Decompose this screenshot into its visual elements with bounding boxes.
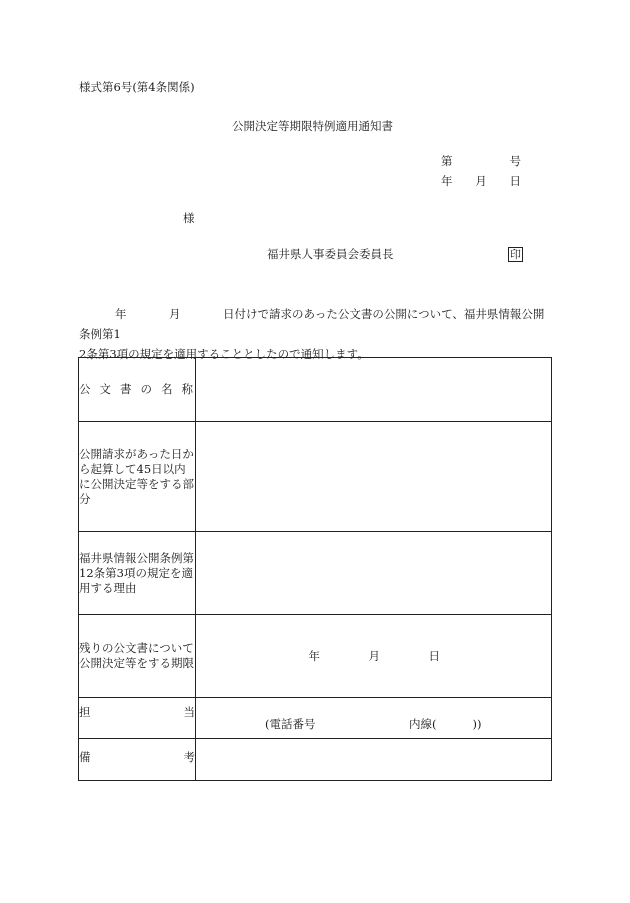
label-char: 書 (120, 382, 132, 396)
table-row (79, 532, 552, 615)
notice-body (79, 304, 549, 364)
label-char: 公 (79, 382, 91, 396)
early-part-value[interactable] (196, 422, 552, 532)
deadline-value[interactable] (196, 615, 552, 698)
body-year: 年 (115, 307, 127, 321)
body-line2: 2条第3項の規定を適用することとしたので通知します。 (79, 347, 369, 361)
deadline-year: 年 (308, 649, 320, 663)
contact-label-right: 当 (183, 704, 195, 719)
table-row (79, 358, 552, 422)
issuer-name: 福井県人事委員会委員長 (267, 247, 394, 261)
doc-date-year: 年 (441, 174, 453, 188)
deadline-date (196, 648, 551, 664)
deadline-month: 月 (368, 649, 380, 663)
ext-label: 内線( (409, 717, 437, 731)
seal-mark: 印 (510, 248, 521, 261)
doc-number-prefix: 第 (441, 154, 453, 168)
table-row (79, 739, 552, 781)
form-number: 様式第6号(第4条関係) (79, 80, 195, 94)
remarks-label-right: 考 (183, 750, 195, 764)
document-name-label (79, 382, 195, 397)
reason-label: 福井県情報公開条例第12条第3項の規定を適用する理由 (79, 532, 196, 615)
early-part-label: 公開請求があった日から起算して45日以内に公開決定等をする部分 (79, 422, 196, 532)
label-char: の (140, 382, 152, 396)
remarks-label-left: 備 (79, 750, 91, 764)
body-line1: 日付けで請求のあった公文書の公開について、福井県情報公開条例第1 (79, 307, 545, 341)
table-row (79, 422, 552, 532)
addressee-honorific: 様 (183, 211, 195, 225)
contact-value[interactable] (196, 698, 552, 739)
body-month: 月 (169, 307, 181, 321)
notice-form-table (78, 357, 552, 781)
deadline-label: 残りの公文書について公開決定等をする期限 (79, 615, 196, 698)
remarks-value[interactable] (196, 739, 552, 781)
doc-number-suffix: 号 (509, 154, 521, 168)
document-date-line (441, 176, 521, 188)
label-char: 名 (161, 382, 173, 396)
remarks-label (79, 739, 196, 781)
label-char: 文 (99, 382, 111, 396)
doc-date-day: 日 (509, 174, 521, 188)
document-name-value[interactable] (196, 358, 552, 422)
document-number-line (441, 156, 521, 168)
document-title: 公開決定等期限特例適用通知書 (232, 119, 393, 133)
table-row (79, 615, 552, 698)
contact-label (79, 698, 196, 739)
contact-label-left: 担 (79, 704, 91, 719)
ext-close: )) (472, 717, 482, 731)
table-row (79, 698, 552, 739)
tel-label: (電話番号 (265, 717, 316, 731)
row-label (79, 358, 196, 422)
deadline-day: 日 (428, 649, 440, 663)
reason-value[interactable] (196, 532, 552, 615)
label-char: 称 (181, 382, 193, 396)
doc-date-month: 月 (475, 174, 487, 188)
